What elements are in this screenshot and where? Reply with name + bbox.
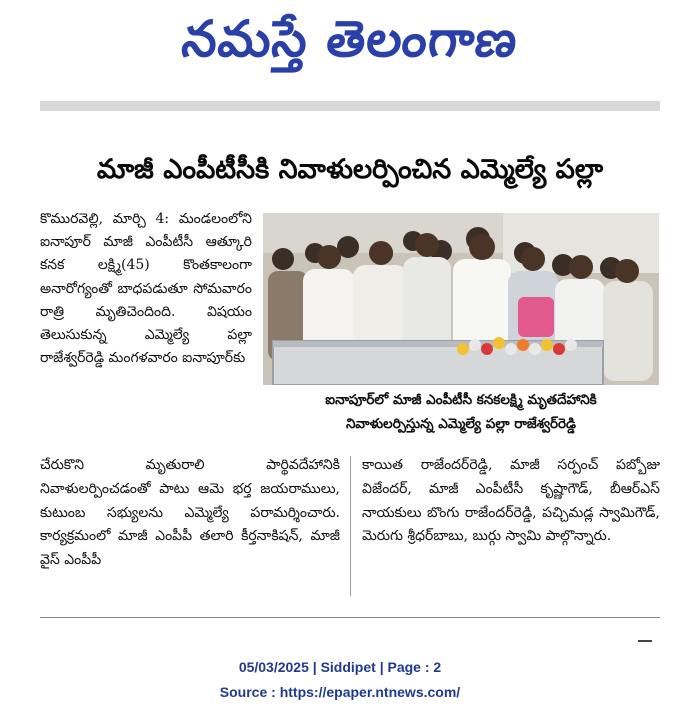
column-divider [350,456,351,596]
photo-caption [263,388,659,436]
news-photo [263,213,659,385]
edition-info: 05/03/2025 | Siddipet | Page : 2 [238,659,442,675]
photo-caption-line-2: నివాళులర్పిస్తున్న ఎమ్మెల్యే పల్లా రాజేశ్వర్‌రెడ్డి [345,416,577,432]
article-body-column-right [362,454,660,549]
article-body-right-paragraph: కాయిత రాజేందర్‌రెడ్డి, మాజీ సర్పంచ్ పబ్బోజు విజేందర్, మాజీ ఎంపీటీసీ కృష్ణాగౌడ్, బీఆర్‌ఎస్ నాయకులు బొంగు రాజేందర్‌రెడ్డి, పచ్చిమడ్ల స్వామిగౌడ్, మెరుగు శ్రీధర్‌బాబు, బుర్గు స్వామి పాల్గొన్నారు. [362,457,660,545]
article-lead-paragraph: కొమురవెల్లి, మార్చి 4: మండలంలోని ఐనాపూర్ మాజీ ఎంపీటీసీ ఆత్కూరి కనక లక్ష్మి(45) కొంతకాలంగా అనారోగ్యంతో బాధపడుతూ సోమవారం రాత్రి మృతిచెందింది. విషయం తెలుసుకున్న ఎమ్మెల్యే పల్లా రాజేశ్వర్‌రెడ్డి మంగళవారం ఐనాపూర్‌కు [40,211,252,367]
masthead [0,0,680,100]
photo-caption-line-1: ఐనాపూర్‌లో మాజీ ఎంపీటీసీ కనకలక్ష్మి మృతదేహానికి [325,392,597,408]
article-lead-column [40,208,252,370]
article-body-column-left [40,454,340,573]
article-bottom-rule [40,617,660,618]
news-photo-icon [263,213,659,385]
source-link[interactable]: Source : https://epaper.ntnews.com/ [219,684,461,700]
article-headline: మాజీ ఎంపీటీసీకి నివాళులర్పించిన ఎమ్మెల్యే పల్లా [96,154,604,185]
newspaper-title: నమస్తే తెలంగాణ [179,10,521,68]
article-body-left-paragraph: చేరుకొని మృతురాలి పార్థివదేహానికి నివాళులర్పించడంతో పాటు ఆమె భర్త జయరాములు, కుటుంబ సభ్యులను ఎమ్మెల్యే పరామర్శించారు. కార్యక్రమంలో మాజీ ఎంపీపీ తలారి కీర్తనాకిషన్, మాజీ వైస్ ఎంపీపీ [40,457,340,569]
article-end-mark [638,640,652,642]
masthead-rule [40,101,660,111]
newspaper-logo [140,6,560,72]
